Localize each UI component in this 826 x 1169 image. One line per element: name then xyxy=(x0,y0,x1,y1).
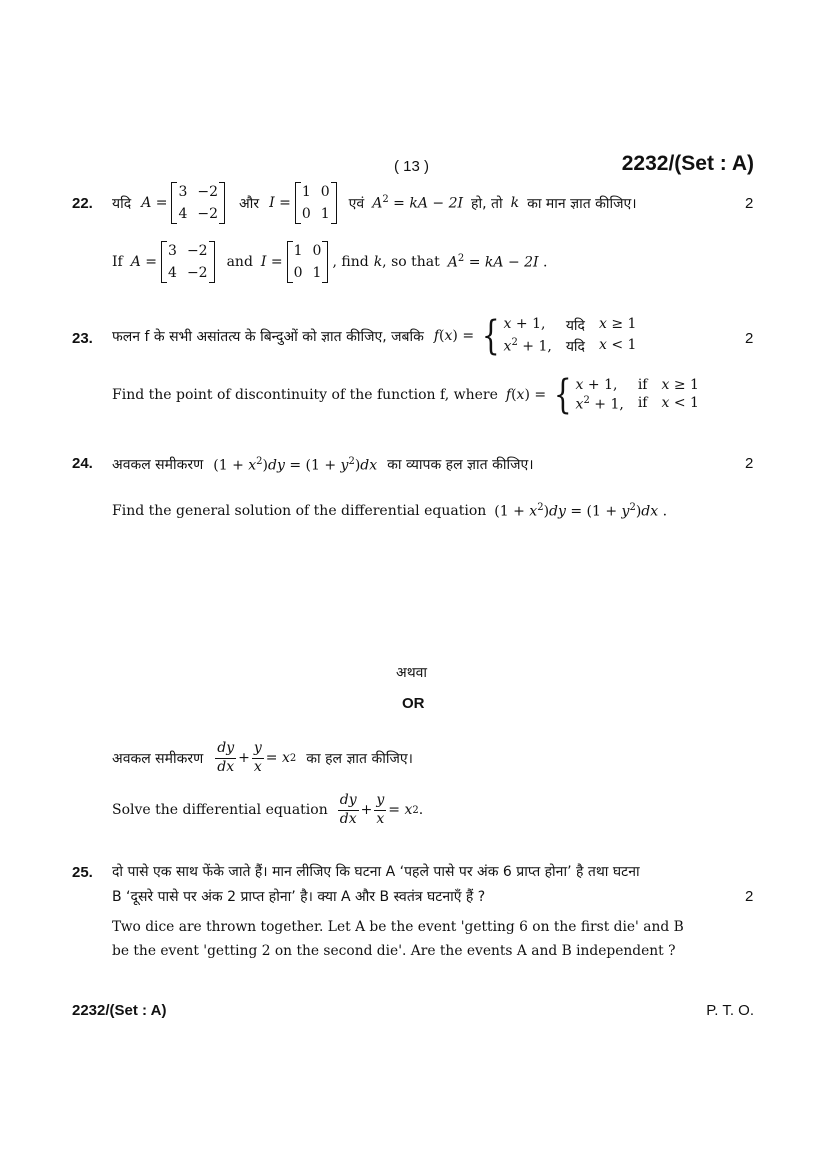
q22-english-line: If A = 3 −2 4 −2 and I = 1 0 0 1 , find k , so that $A^2$ = kA − 2I . xyxy=(112,243,548,281)
piecewise-function-hi: { x + 1, यदि x ≥ 1 $x^2 + 1$, यदि x < 1 xyxy=(481,313,637,359)
or-english: OR xyxy=(402,695,425,712)
question-number-24: 24. xyxy=(72,455,93,472)
q24-alt-en-text: Solve the differential equation xyxy=(112,802,328,818)
matrix-i-en: 1 0 0 1 xyxy=(287,241,329,283)
q24-hindi-line: अवकल समीकरण $(1 + x^2)dy = (1 + y^2)dx$ का व्यापक हल ज्ञात कीजिए। xyxy=(112,455,534,474)
q24-marks: 2 xyxy=(745,455,754,472)
q22-hi-if: यदि xyxy=(112,195,132,212)
paper-code-header: 2232/(Set : A) xyxy=(621,152,754,175)
q22-hi-find: का मान ज्ञात कीजिए। xyxy=(527,195,637,212)
q24-alt-english-line: Solve the differential equation $\frac{dy}{dx}$ + $\frac{y}{x}$ = x 2 . xyxy=(112,792,424,827)
page-number: ( 13 ) xyxy=(394,158,430,175)
q24-hi-tail: का व्यापक हल ज्ञात कीजिए। xyxy=(387,457,534,473)
q24-alt-hi-text: अवकल समीकरण xyxy=(112,750,204,767)
q25-hindi-line-1: दो पासे एक साथ फेंके जाते हैं। मान लीजिए कि घटना A ‘पहले पासे पर अंक 6 प्राप्त होना’ है तथा घटना xyxy=(112,864,640,880)
q25-english-line-1: Two dice are thrown together. Let A be the event 'getting 6 on the first die' and B xyxy=(112,919,684,935)
q25-hindi-line-2: B ‘दूसरे पासे पर अंक 2 प्राप्त होना’ है। क्या A और B स्वतंत्र घटनाएँ हैं ? xyxy=(112,889,486,905)
q24-en-text: Find the general solution of the differential equation xyxy=(112,502,487,519)
q24-english-line: Find the general solution of the differential equation $(1 + x^2)dy = (1 + y^2)dx$ . xyxy=(112,502,668,520)
q22-en-and: and xyxy=(226,254,253,270)
q25-marks: 2 xyxy=(745,888,754,905)
or-hindi: अथवा xyxy=(396,665,428,681)
q25-english-line-2: be the event 'getting 2 on the second die'. Are the events A and B independent ? xyxy=(112,943,676,959)
matrix-i: 1 0 0 1 xyxy=(295,182,337,224)
q24-alt-hi-tail: का हल ज्ञात कीजिए। xyxy=(306,750,413,767)
question-number-22: 22. xyxy=(72,195,93,212)
q23-en-text: Find the point of discontinuity of the function f, where xyxy=(112,387,498,403)
q24-hi-text: अवकल समीकरण xyxy=(112,457,204,473)
q22-en-if: If xyxy=(112,254,123,270)
q22-hi-evam: एवं xyxy=(348,195,365,212)
paper-code-footer: 2232/(Set : A) xyxy=(72,1002,167,1019)
q23-marks: 2 xyxy=(745,330,754,347)
q22-en-sothat: , so that xyxy=(382,254,440,270)
piecewise-function-en: { x + 1, if x ≥ 1 $x^2 + 1$, if x < 1 xyxy=(553,372,699,418)
q23-english-line: Find the point of discontinuity of the function f, where f(x) = { x + 1, if x ≥ 1 $x^2 + 1$, if x < 1 xyxy=(112,372,699,418)
q23-hindi-line: फलन f के सभी असांतत्य के बिन्दुओं को ज्ञात कीजिए, जबकि f(x) = { x + 1, यदि x ≥ 1 $x^2 + 1$, यदि x < 1 xyxy=(112,313,637,359)
q22-hindi-line: यदि A = 3 −2 4 −2 और I = 1 0 0 1 एवं $A^2$ = kA − 2I हो, तो k का मान ज्ञात कीजिए। xyxy=(112,184,637,222)
pto: P. T. O. xyxy=(706,1002,754,1019)
question-number-25: 25. xyxy=(72,864,93,881)
q23-hi-text: फलन f के सभी असांतत्य के बिन्दुओं को ज्ञात कीजिए, जबकि xyxy=(112,328,424,345)
q22-marks: 2 xyxy=(745,195,754,212)
q24-alt-hindi-line: अवकल समीकरण $\frac{dy}{dx}$ + $\frac{y}{x}$ = x 2 का हल ज्ञात कीजिए। xyxy=(112,740,413,775)
q22-hi-and: और xyxy=(239,195,260,212)
q22-hi-then: हो, तो xyxy=(471,195,503,212)
q22-en-find: , find xyxy=(332,254,369,270)
matrix-a: 3 −2 4 −2 xyxy=(171,182,225,224)
matrix-a-en: 3 −2 4 −2 xyxy=(161,241,215,283)
question-number-23: 23. xyxy=(72,330,93,347)
